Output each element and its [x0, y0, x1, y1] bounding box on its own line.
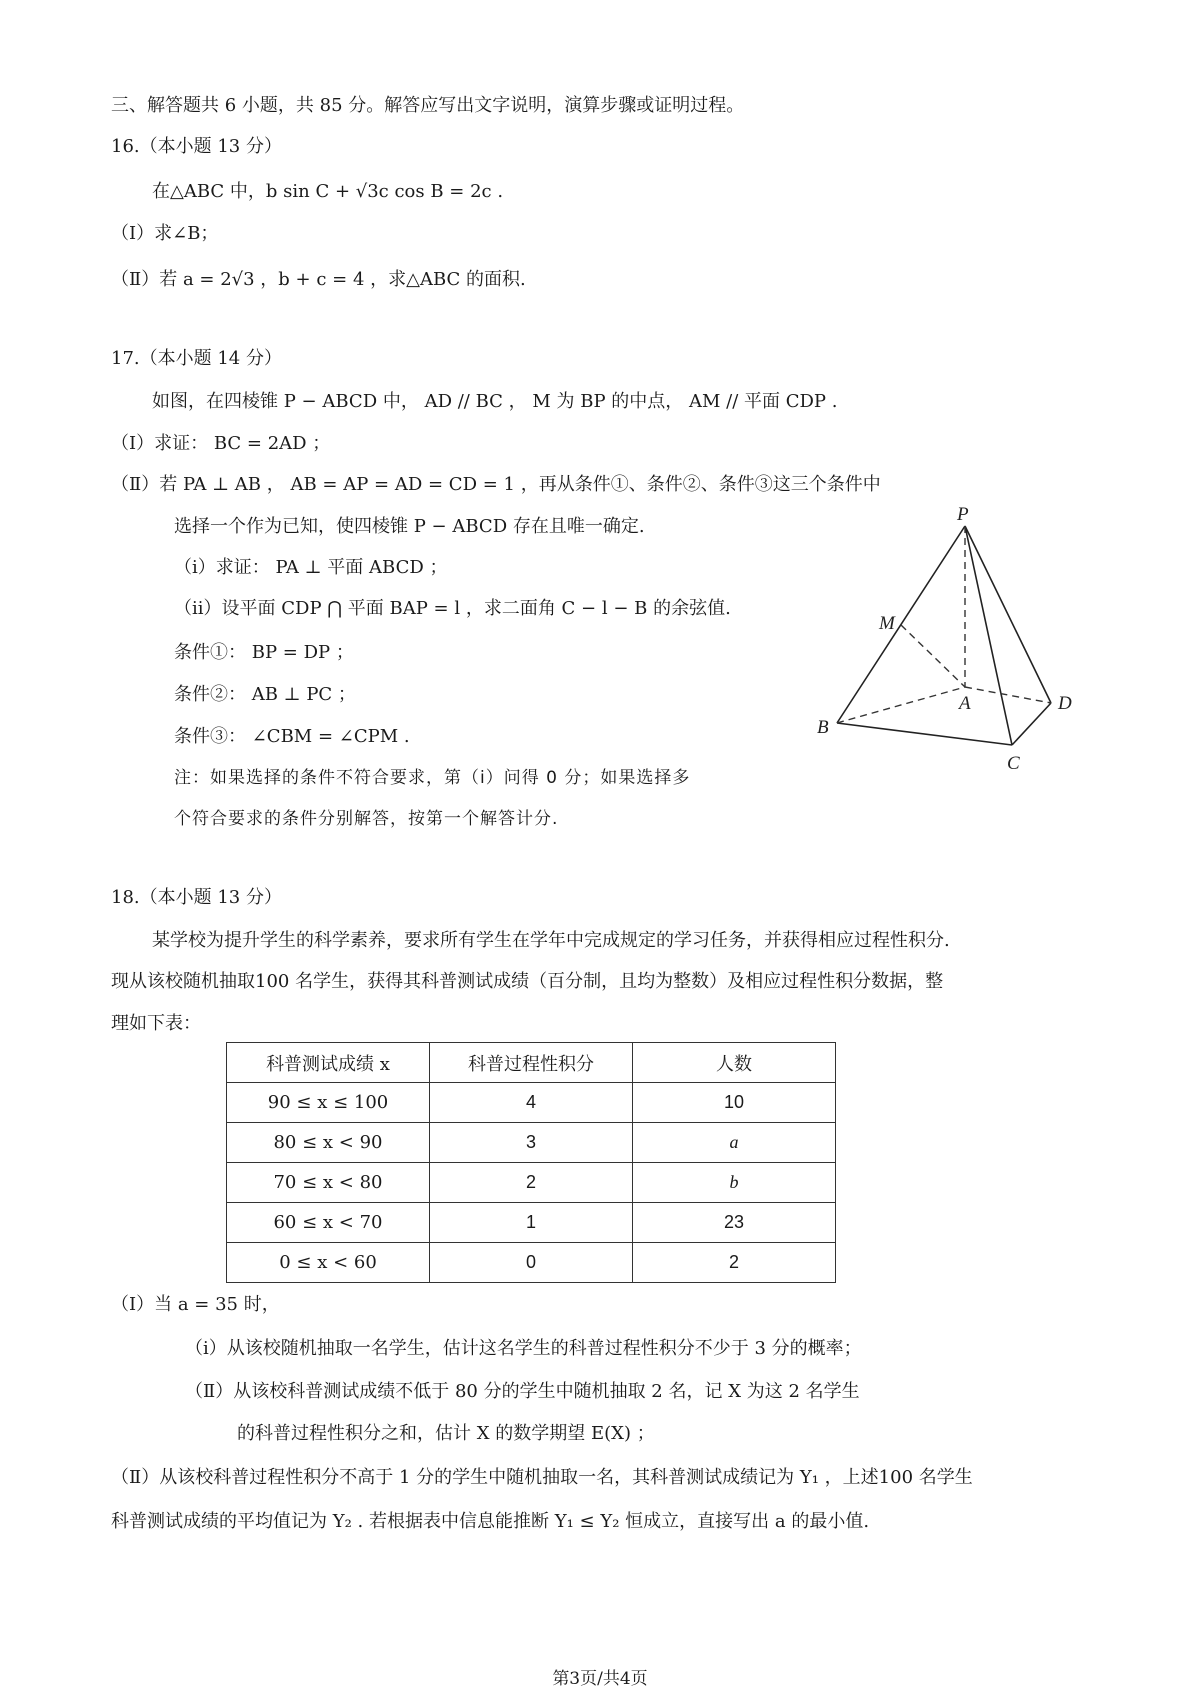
- q17-part2-line2: 选择一个作为已知，使四棱锥 P − ABCD 存在且唯一确定.: [174, 516, 645, 537]
- table-cell: 90 ≤ x ≤ 100: [227, 1083, 430, 1123]
- edge-pd: [965, 526, 1051, 703]
- table-header: 科普测试成绩 x: [227, 1043, 430, 1083]
- q18-stem-line2: 现从该校随机抽取100 名学生，获得其科普测试成绩（百分制，且均为整数）及相应过程性积分数据，整: [111, 971, 944, 992]
- q17-sub-ii: （ⅱ）设平面 CDP ⋂ 平面 BAP = l ，求二面角 C − l − B 的余弦值.: [174, 598, 731, 619]
- table-cell: 23: [633, 1203, 836, 1243]
- table-row: [227, 1083, 836, 1123]
- q17-title: 17.（本小题 14 分）: [111, 348, 282, 369]
- table-cell: 2: [633, 1243, 836, 1283]
- q17-sub-i: （ⅰ）求证： PA ⊥ 平面 ABCD ；: [174, 557, 448, 578]
- table-cell: 60 ≤ x < 70: [227, 1203, 430, 1243]
- q17-part1: （Ⅰ）求证： BC = 2AD ；: [111, 433, 331, 454]
- q18-part2-line2: 科普测试成绩的平均值记为 Y₂ . 若根据表中信息能推断 Y₁ ≤ Y₂ 恒成立，直接写出 a 的最小值.: [111, 1511, 870, 1532]
- q18-stem-line3: 理如下表：: [111, 1013, 201, 1034]
- edge-pb: [837, 526, 965, 723]
- table-cell: 0 ≤ x < 60: [227, 1243, 430, 1283]
- table-cell: 1: [430, 1203, 633, 1243]
- edge-pc: [965, 526, 1012, 745]
- table-header: 人数: [633, 1043, 836, 1083]
- q17-stem: 如图，在四棱锥 P − ABCD 中， AD // BC ， M 为 BP 的中点， AM // 平面 CDP .: [152, 391, 838, 412]
- q16-part1: （Ⅰ）求∠B；: [111, 223, 219, 244]
- table-cell: 10: [633, 1083, 836, 1123]
- table-row: [227, 1243, 836, 1283]
- q18-title: 18.（本小题 13 分）: [111, 887, 282, 908]
- table-row: [227, 1203, 836, 1243]
- page-footer: 第3页/共4页: [552, 1669, 648, 1689]
- table-row: [227, 1163, 836, 1203]
- q17-cond3: 条件③： ∠CBM = ∠CPM .: [174, 726, 410, 747]
- q18-part1: （Ⅰ）当 a = 35 时，: [111, 1294, 280, 1315]
- q17-note-line1: 注：如果选择的条件不符合要求，第（ⅰ）问得 0 分；如果选择多: [174, 768, 691, 788]
- label-m: M: [879, 613, 895, 634]
- label-p: P: [957, 505, 969, 525]
- edge-cd: [1012, 703, 1051, 745]
- segment-ma-dashed: [901, 625, 965, 687]
- q18-part2-line1: （Ⅱ）从该校科普过程性积分不高于 1 分的学生中随机抽取一名，其科普测试成绩记为 Y₁ ，上述100 名学生: [111, 1467, 973, 1488]
- q18-sub-ii-line1: （Ⅱ）从该校科普测试成绩不低于 80 分的学生中随机抽取 2 名，记 X 为这 2 名学生: [185, 1381, 860, 1402]
- q16-part2: （Ⅱ）若 a = 2√3 ，b + c = 4 ，求△ABC 的面积.: [111, 269, 526, 290]
- q16-stem: 在△ABC 中，b sin C + √3c cos B = 2c .: [152, 181, 504, 202]
- score-table: [226, 1042, 836, 1283]
- edge-ad-dashed: [965, 687, 1051, 703]
- q16-title: 16.（本小题 13 分）: [111, 136, 282, 157]
- q17-cond2: 条件②： AB ⊥ PC ；: [174, 684, 356, 705]
- q17-cond1: 条件①： BP = DP ；: [174, 642, 354, 663]
- label-b: B: [817, 717, 829, 738]
- table-cell: 70 ≤ x < 80: [227, 1163, 430, 1203]
- table-header: 科普过程性积分: [430, 1043, 633, 1083]
- table-cell: 80 ≤ x < 90: [227, 1123, 430, 1163]
- table-cell: 0: [430, 1243, 633, 1283]
- table-header-row: [227, 1043, 836, 1083]
- section-header: 三、解答题共 6 小题，共 85 分。解答应写出文字说明，演算步骤或证明过程。: [111, 95, 745, 116]
- table-cell: b: [633, 1163, 836, 1203]
- label-d: D: [1058, 693, 1072, 714]
- label-a: A: [959, 693, 971, 714]
- edge-bc: [837, 723, 1012, 745]
- table-cell: 2: [430, 1163, 633, 1203]
- q18-sub-ii-line2: 的科普过程性积分之和，估计 X 的数学期望 E(X) ；: [237, 1423, 655, 1444]
- q18-stem-line1: 某学校为提升学生的科学素养，要求所有学生在学年中完成规定的学习任务，并获得相应过程性积分.: [152, 930, 950, 951]
- q17-part2-line1: （Ⅱ）若 PA ⊥ AB ， AB = AP = AD = CD = 1 ，再从条件①、条件②、条件③这三个条件中: [111, 474, 881, 495]
- table-cell: 4: [430, 1083, 633, 1123]
- table-row: [227, 1123, 836, 1163]
- pyramid-figure: [815, 505, 1085, 775]
- table-cell: a: [633, 1123, 836, 1163]
- q17-note-line2: 个符合要求的条件分别解答，按第一个解答计分.: [174, 809, 559, 829]
- label-c: C: [1007, 753, 1020, 774]
- q18-sub-i: （ⅰ）从该校随机抽取一名学生，估计这名学生的科普过程性积分不少于 3 分的概率；: [185, 1338, 862, 1359]
- table-cell: 3: [430, 1123, 633, 1163]
